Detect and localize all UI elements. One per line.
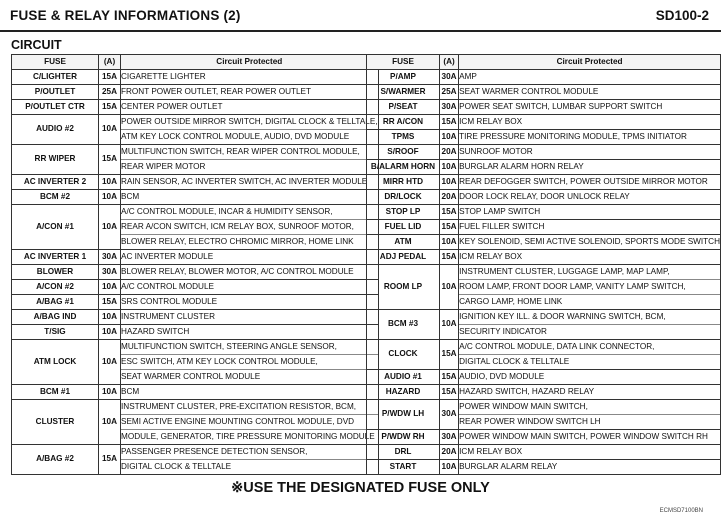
table-row [12,280,379,295]
circuit-line: DIGITAL CLOCK & TELLTALE [459,357,570,366]
circuit-line: ICM RELAY BOX [459,447,523,456]
fuse-amperage: 15A [99,145,121,175]
column-header-amp: (A) [99,55,121,70]
table-row [12,115,379,145]
circuit-protected [121,70,379,85]
circuit-protected [459,460,721,475]
fuse-name: T/SIG [12,325,99,340]
circuit-line: REAR DEFOGGER SWITCH, POWER OUTSIDE MIRROR MOTOR [459,177,708,186]
circuit-line: AUDIO, DVD MODULE [459,372,545,381]
circuit-line: REAR WIPER MOTOR [121,162,206,171]
fuse-amperage: 15A [99,70,121,85]
section-label: CIRCUIT [11,38,62,52]
fuse-name: RR WIPER [12,145,99,175]
circuit-protected [459,400,721,430]
fuse-name: A/CON #2 [12,280,99,295]
fuse-amperage: 20A [439,190,458,205]
fuse-name: P/OUTLET [12,85,99,100]
fuse-table-left [11,54,379,475]
circuit-protected [121,325,379,340]
table-row [367,460,721,475]
circuit-line: CARGO LAMP, HOME LINK [459,297,563,306]
fuse-name: P/SEAT [367,100,440,115]
table-row [12,145,379,175]
column-header-circuit: Circuit Protected [121,55,379,70]
table-row [367,190,721,205]
fuse-name: CLUSTER [12,400,99,445]
fuse-amperage: 10A [439,265,458,310]
column-header-amp: (A) [439,55,458,70]
table-row [367,385,721,400]
fuse-name: BCM #3 [367,310,440,340]
fuse-amperage: 20A [439,145,458,160]
fuse-name: A/BAG IND [12,310,99,325]
fuse-amperage: 30A [439,100,458,115]
fuse-amperage: 30A [439,70,458,85]
circuit-line: REAR A/CON SWITCH, ICM RELAY BOX, SUNROOF MOTOR, [121,220,378,235]
circuit-line: SEMI ACTIVE ENGINE MOUNTING CONTROL MODULE, DVD [121,415,378,430]
circuit-protected [121,280,379,295]
fuse-name: C/LIGHTER [12,70,99,85]
circuit-line: CIGARETTE LIGHTER [121,72,206,81]
fuse-amperage: 15A [99,100,121,115]
fuse-name: S/WARMER [367,85,440,100]
fuse-name: MIRR HTD [367,175,440,190]
circuit-protected [121,445,379,475]
circuit-line: SUNROOF MOTOR [459,147,533,156]
fuse-amperage: 15A [99,295,121,310]
circuit-line: SRS CONTROL MODULE [121,297,218,306]
circuit-line: ATM KEY LOCK CONTROL MODULE, AUDIO, DVD MODULE [121,132,350,141]
fuse-name: P/WDW LH [367,400,440,430]
fuse-name: AC INVERTER 1 [12,250,99,265]
fuse-name: ADJ PEDAL [367,250,440,265]
circuit-protected [459,175,721,190]
circuit-protected [121,340,379,385]
circuit-line: AC INVERTER MODULE [121,252,214,261]
circuit-protected [121,85,379,100]
fuse-amperage: 10A [99,175,121,190]
table-row [12,190,379,205]
circuit-protected [459,235,721,250]
circuit-protected [459,85,721,100]
column-header-fuse: FUSE [12,55,99,70]
circuit-protected [459,310,721,340]
fuse-table-right [366,54,721,475]
table-row [367,370,721,385]
circuit-line: DOOR LOCK RELAY, DOOR UNLOCK RELAY [459,192,630,201]
circuit-line: A/C CONTROL MODULE [121,282,214,291]
fuse-amperage: 30A [99,265,121,280]
fuse-name: ATM LOCK [12,340,99,385]
fuse-amperage: 10A [439,175,458,190]
circuit-line: MODULE, GENERATOR, TIRE PRESSURE MONITORING MODULE [121,432,375,441]
circuit-protected [121,310,379,325]
page-title: FUSE & RELAY INFORMATIONS (2) [10,8,241,23]
circuit-line: FUEL FILLER SWITCH [459,222,545,231]
fuse-name: BCM #2 [12,190,99,205]
fuse-amperage: 10A [439,130,458,145]
fuse-name: BLOWER [12,265,99,280]
fuse-amperage: 10A [439,235,458,250]
circuit-line: POWER WINDOW MAIN SWITCH, [459,400,720,415]
circuit-line: HAZARD SWITCH [121,327,190,336]
fuse-amperage: 10A [99,115,121,145]
table-row [367,160,721,175]
circuit-line: MULTIFUNCTION SWITCH, REAR WIPER CONTROL MODULE, [121,145,378,160]
table-row [367,445,721,460]
circuit-protected [459,100,721,115]
fuse-name: HAZARD [367,385,440,400]
circuit-protected [459,445,721,460]
circuit-line: BLOWER RELAY, ELECTRO CHROMIC MIRROR, HOME LINK [121,237,354,246]
fuse-amperage: 25A [99,85,121,100]
circuit-protected [459,370,721,385]
circuit-line: BCM [121,192,140,201]
table-row [367,100,721,115]
circuit-line: ROOM LAMP, FRONT DOOR LAMP, VANITY LAMP SWITCH, [459,280,720,295]
circuit-line: BCM [121,387,140,396]
circuit-line: KEY SOLENOID, SEMI ACTIVE SOLENOID, SPORTS MODE SWITCH [459,237,720,246]
table-row [12,70,379,85]
fuse-amperage: 30A [439,400,458,430]
circuit-line: POWER WINDOW MAIN SWITCH, POWER WINDOW SWITCH RH [459,432,708,441]
circuit-protected [121,400,379,445]
fuse-amperage: 15A [99,445,121,475]
table-row [367,85,721,100]
fuse-name: AUDIO #1 [367,370,440,385]
circuit-protected [459,160,721,175]
fuse-name: ROOM LP [367,265,440,310]
fuse-amperage: 25A [439,85,458,100]
table-row [367,220,721,235]
circuit-line: TIRE PRESSURE MONITORING MODULE, TPMS INITIATOR [459,132,687,141]
circuit-line: DIGITAL CLOCK & TELLTALE [121,462,232,471]
circuit-line: REAR POWER WINDOW SWITCH LH [459,417,601,426]
table-header-row [367,55,721,70]
fuse-name: DR/LOCK [367,190,440,205]
fuse-name: A/CON #1 [12,205,99,250]
fuse-amperage: 15A [439,370,458,385]
fuse-amperage: 15A [439,250,458,265]
fuse-amperage: 15A [439,340,458,370]
table-header-row [12,55,379,70]
fuse-amperage: 10A [439,160,458,175]
fuse-amperage: 15A [439,220,458,235]
fuse-amperage: 10A [439,310,458,340]
fuse-amperage: 15A [439,205,458,220]
fuse-name: AUDIO #2 [12,115,99,145]
fuse-name: STOP LP [367,205,440,220]
table-row [12,325,379,340]
table-row [367,115,721,130]
circuit-protected [459,145,721,160]
table-row [367,310,721,340]
circuit-protected [459,115,721,130]
table-row [367,400,721,430]
fuse-name: P/AMP [367,70,440,85]
fuse-name: P/OUTLET CTR [12,100,99,115]
header-bar [0,0,721,32]
table-row [12,445,379,475]
fuse-amperage: 10A [99,205,121,250]
fuse-amperage: 10A [99,400,121,445]
circuit-line: BLOWER RELAY, BLOWER MOTOR, A/C CONTROL MODULE [121,267,354,276]
table-row [12,340,379,385]
circuit-line: AMP [459,72,477,81]
table-row [12,400,379,445]
circuit-protected [121,250,379,265]
fuse-name: AC INVERTER 2 [12,175,99,190]
circuit-line: RAIN SENSOR, AC INVERTER SWITCH, AC INVERTER MODULE [121,177,368,186]
circuit-line: ICM RELAY BOX [459,117,523,126]
circuit-protected [121,295,379,310]
circuit-line: INSTRUMENT CLUSTER, PRE-EXCITATION RESISTOR, BCM, [121,400,378,415]
fuse-name: BCM #1 [12,385,99,400]
circuit-line: INSTRUMENT CLUSTER [121,312,216,321]
circuit-protected [121,265,379,280]
circuit-line: INSTRUMENT CLUSTER, LUGGAGE LAMP, MAP LAMP, [459,265,720,280]
fuse-amperage: 10A [99,310,121,325]
table-row [12,100,379,115]
circuit-protected [459,220,721,235]
circuit-line: SEAT WARMER CONTROL MODULE [459,87,599,96]
document-code: SD100-2 [655,8,709,23]
fuse-name: RR A/CON [367,115,440,130]
table-row [367,175,721,190]
circuit-line: SEAT WARMER CONTROL MODULE [121,372,261,381]
image-reference-code: ECMSD7100BN [659,508,703,514]
fuse-name: A/BAG #2 [12,445,99,475]
circuit-protected [459,265,721,310]
circuit-protected [121,100,379,115]
fuse-name: B/ALARM HORN [367,160,440,175]
table-row [12,250,379,265]
circuit-line: ICM RELAY BOX [459,252,523,261]
circuit-protected [459,205,721,220]
circuit-protected [459,250,721,265]
circuit-line: POWER OUTSIDE MIRROR SWITCH, DIGITAL CLOCK & TELLTALE, [121,115,378,130]
fuse-amperage: 15A [439,385,458,400]
circuit-line: A/C CONTROL MODULE, DATA LINK CONNECTOR, [459,340,720,355]
fuse-name: ATM [367,235,440,250]
table-row [12,175,379,190]
table-row [367,340,721,370]
circuit-line: HAZARD SWITCH, HAZARD RELAY [459,387,595,396]
fuse-amperage: 10A [99,325,121,340]
circuit-line: MULTIFUNCTION SWITCH, STEERING ANGLE SENSOR, [121,340,378,355]
table-row [367,145,721,160]
table-row [12,205,379,250]
circuit-line: PASSENGER PRESENCE DETECTION SENSOR, [121,445,378,460]
table-row [367,205,721,220]
table-row [12,295,379,310]
fuse-amperage: 20A [439,445,458,460]
column-header-circuit: Circuit Protected [459,55,721,70]
fuse-name: S/ROOF [367,145,440,160]
circuit-protected [121,385,379,400]
table-row [367,70,721,85]
circuit-protected [121,205,379,250]
circuit-protected [459,130,721,145]
circuit-line: BURGLAR ALARM RELAY [459,462,558,471]
fuse-name: FUEL LID [367,220,440,235]
circuit-line: FRONT POWER OUTLET, REAR POWER OUTLET [121,87,311,96]
fuse-amperage: 10A [99,190,121,205]
circuit-line: ESC SWITCH, ATM KEY LOCK CONTROL MODULE, [121,355,378,370]
table-row [12,385,379,400]
circuit-protected [121,190,379,205]
circuit-protected [459,340,721,370]
fuse-amperage: 10A [99,385,121,400]
fuse-warning-note: ※USE THE DESIGNATED FUSE ONLY [231,480,490,496]
circuit-protected [121,145,379,175]
fuse-name: P/WDW RH [367,430,440,445]
fuse-amperage: 10A [99,280,121,295]
circuit-line: STOP LAMP SWITCH [459,207,541,216]
column-header-fuse: FUSE [367,55,440,70]
fuse-amperage: 30A [439,430,458,445]
table-row [12,310,379,325]
circuit-line: BURGLAR ALARM HORN RELAY [459,162,584,171]
circuit-protected [121,115,379,145]
circuit-protected [459,190,721,205]
fuse-name: TPMS [367,130,440,145]
fuse-name: CLOCK [367,340,440,370]
fuse-amperage: 15A [439,115,458,130]
circuit-line: CENTER POWER OUTLET [121,102,223,111]
circuit-protected [459,430,721,445]
fuse-name: A/BAG #1 [12,295,99,310]
table-row [12,265,379,280]
circuit-line: POWER SEAT SWITCH, LUMBAR SUPPORT SWITCH [459,102,663,111]
fuse-name: START [367,460,440,475]
fuse-name: DRL [367,445,440,460]
table-row [367,250,721,265]
circuit-protected [459,385,721,400]
circuit-line: IGNITION KEY ILL. & DOOR WARNING SWITCH, BCM, [459,310,720,325]
table-row [367,265,721,310]
circuit-line: SECURITY INDICATOR [459,327,547,336]
circuit-protected [459,70,721,85]
circuit-line: A/C CONTROL MODULE, INCAR & HUMIDITY SENSOR, [121,205,378,220]
table-row [12,85,379,100]
circuit-protected [121,175,379,190]
table-row [367,235,721,250]
table-row [367,130,721,145]
fuse-amperage: 10A [99,340,121,385]
fuse-amperage: 10A [439,460,458,475]
fuse-amperage: 30A [99,250,121,265]
table-row [367,430,721,445]
